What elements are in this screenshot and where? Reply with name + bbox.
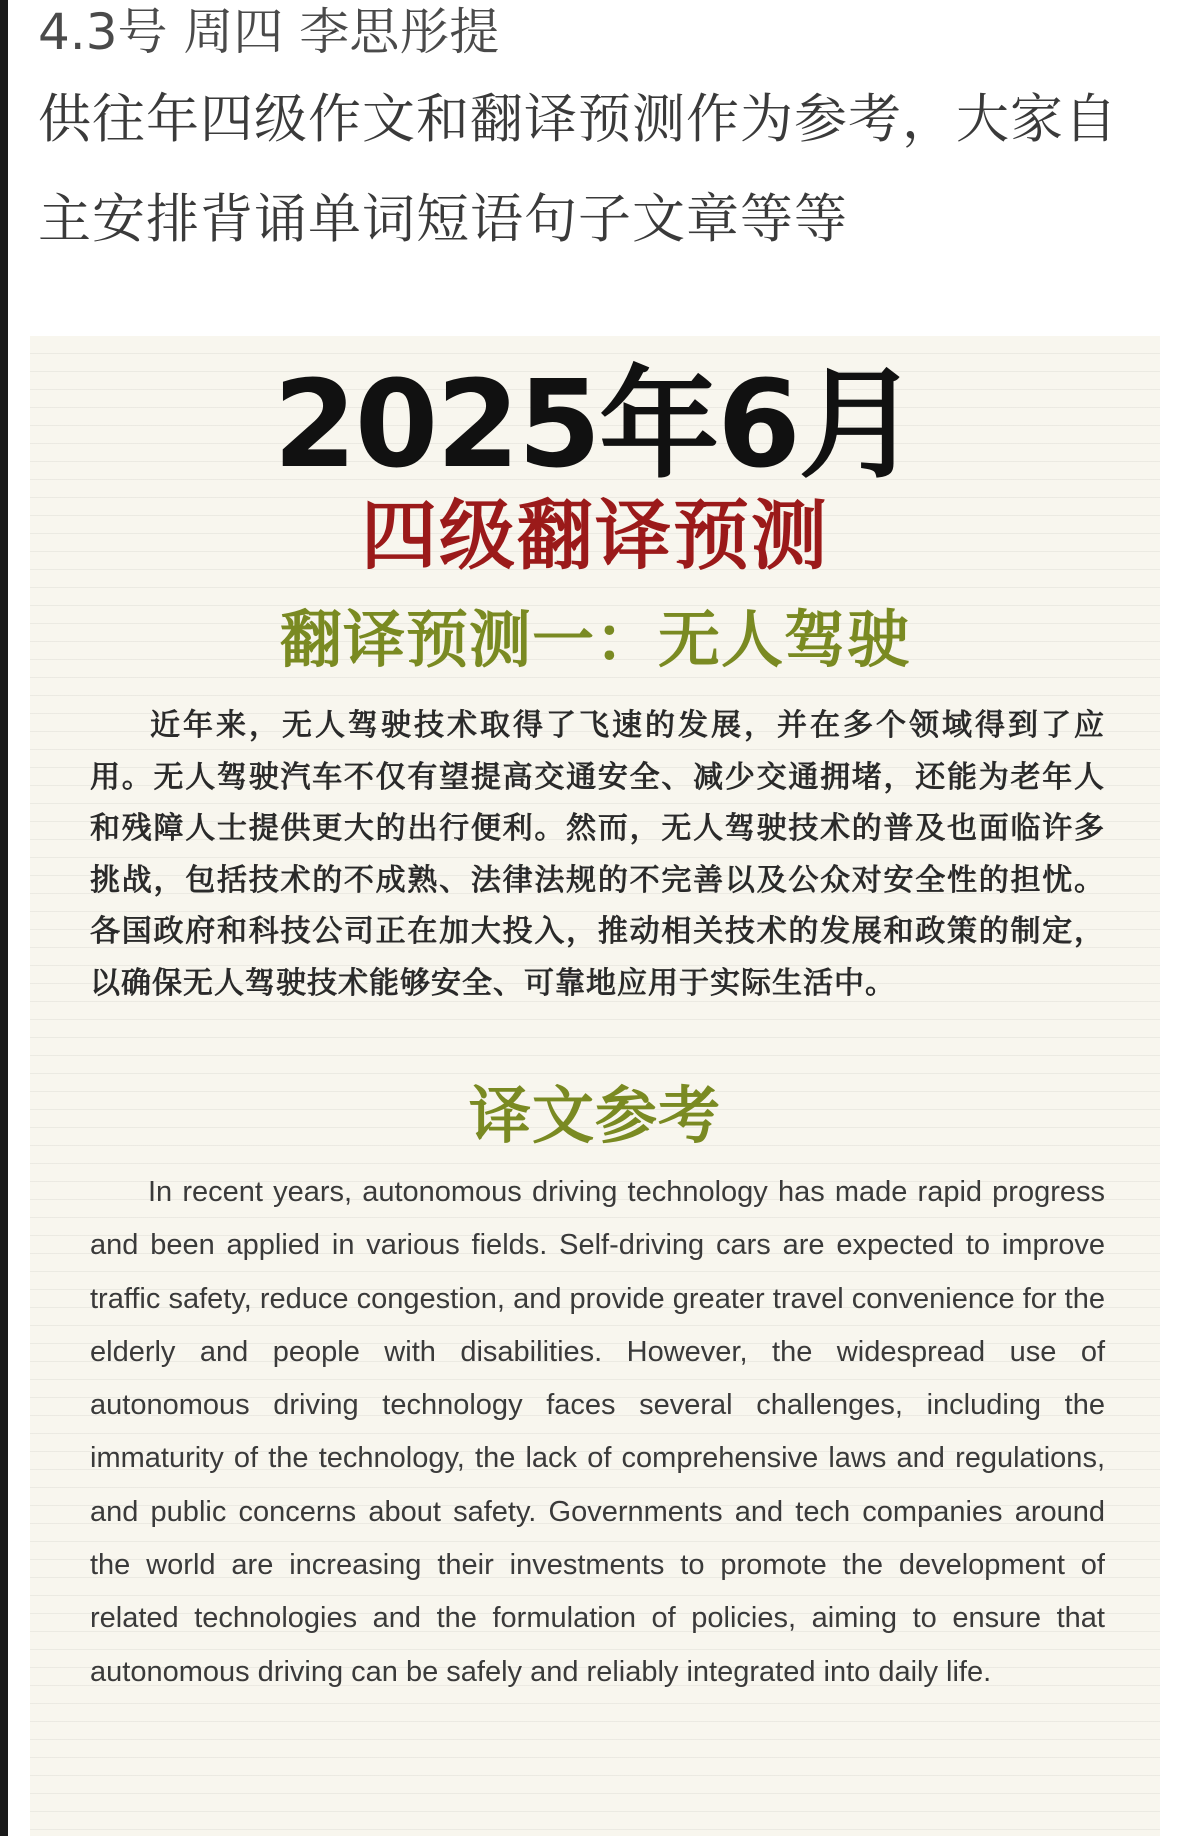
post-text-section — [38, 0, 1168, 270]
document-image — [30, 336, 1160, 1836]
document-date-heading: 2025年6月 — [273, 356, 917, 495]
screen-left-edge — [0, 0, 8, 1836]
reference-translation-heading: 译文参考 — [468, 1079, 721, 1152]
chinese-passage: 近年来，无人驾驶技术取得了飞速的发展，并在多个领域得到了应用。无人驾驶汽车不仅有望提高交通安全、减少交通拥堵，还能为老年人和残障人士提供更大的出行便利。然而，无人驾驶技术的普及也面临许多挑战，包括技术的不成熟、法律法规的不完善以及公众对安全性的担忧。各国政府和科技公司正在加大投入，推动相关技术的发展和政策的制定，以确保无人驾驶技术能够安全、可靠地应用于实际生活中。 — [90, 708, 1105, 1001]
english-passage: In recent years, autonomous driving technology has made rapid progress and been applied in various fields. Self-driving cars are expected to improve traffic safety, reduce congestion, and provide greater travel convenience for the elderly and people with disabilities. However, the widespread use of autonomous driving technology faces several challenges, including the immaturity of the technology, the lack of comprehensive laws and regulations, and public concerns about safety. Governments and tech companies around the world are increasing their investments to promote the development of related technologies and the formulation of policies, aiming to ensure that autonomous driving can be safely and reliably integrated into daily life. — [90, 1176, 1105, 1688]
document-title: 四级翻译预测 — [361, 491, 829, 580]
document-subtitle: 翻译预测一：无人驾驶 — [279, 603, 910, 676]
post-body-text: 供往年四级作文和翻译预测作为参考，大家自主安排背诵单词短语句子文章等等 — [38, 89, 1118, 250]
post-meta-line: 4.3号 周四 李思彤提 — [38, 3, 500, 61]
